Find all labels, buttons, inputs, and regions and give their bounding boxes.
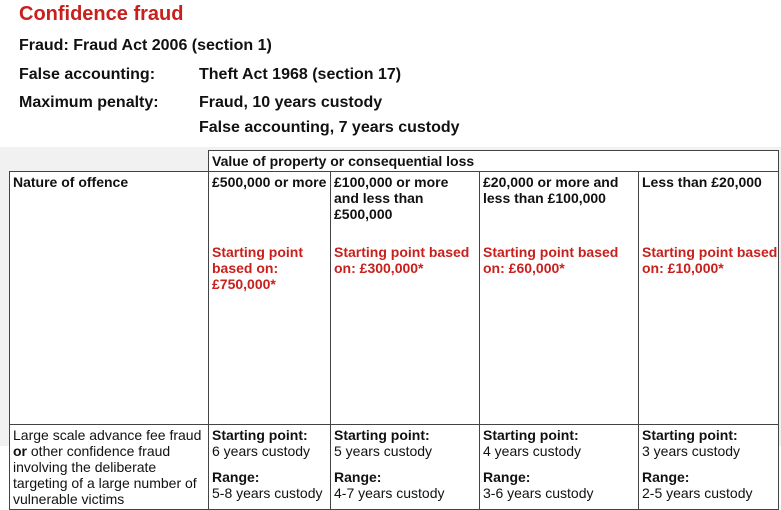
- starting-point-label: Starting point:: [334, 427, 430, 443]
- value-band: [480, 172, 639, 425]
- info-row-maximum-penalty-continued: [19, 119, 460, 137]
- table-cell: [209, 425, 331, 510]
- starting-point-label: Starting point:: [642, 427, 738, 443]
- band-starting-point: Starting point based on: £300,000*: [334, 244, 470, 276]
- starting-point-value: 3 years custody: [642, 443, 741, 459]
- value-band: [331, 172, 480, 425]
- range-value: 5-8 years custody: [212, 485, 323, 501]
- band-label: Less than £20,000: [642, 174, 762, 190]
- info-row-maximum-penalty: [19, 94, 382, 112]
- page-title: Confidence fraud: [19, 3, 184, 25]
- band-label: £500,000 or more: [212, 174, 327, 190]
- table-group-header-row: [10, 151, 779, 172]
- info-value: False accounting, 7 years custody: [199, 119, 460, 136]
- range-value: 2-5 years custody: [642, 485, 753, 501]
- sentencing-table: [9, 150, 779, 510]
- table-row: [10, 425, 779, 510]
- info-label: Maximum penalty:: [19, 94, 159, 111]
- info-label: False accounting:: [19, 66, 156, 83]
- table-corner: [10, 151, 209, 172]
- table-cell: [639, 425, 779, 510]
- starting-point-label: Starting point:: [212, 427, 308, 443]
- starting-point-label: Starting point:: [483, 427, 579, 443]
- table-cell: [331, 425, 480, 510]
- range-label: Range:: [212, 469, 260, 485]
- range-label: Range:: [642, 469, 690, 485]
- table-band-row: [10, 172, 779, 425]
- info-value: Fraud, 10 years custody: [199, 94, 383, 111]
- band-starting-point: Starting point based on: £750,000*: [212, 244, 303, 292]
- band-label: £100,000 or more and less than £500,000: [334, 174, 449, 222]
- info-row-fraud: [19, 37, 272, 55]
- band-starting-point: Starting point based on: £60,000*: [483, 244, 619, 276]
- row-header: Nature of offence: [10, 172, 209, 425]
- range-label: Range:: [483, 469, 531, 485]
- starting-point-value: 6 years custody: [212, 443, 311, 459]
- info-label: Fraud: Fraud Act 2006 (section 1): [19, 37, 272, 54]
- range-value: 3-6 years custody: [483, 485, 594, 501]
- value-band: [639, 172, 779, 425]
- group-header: Value of property or consequential loss: [209, 151, 779, 172]
- value-band: [209, 172, 331, 425]
- starting-point-value: 5 years custody: [334, 443, 433, 459]
- offence-description: Large scale advance fee fraud or other confidence fraud involving the deliberate targeting of a large number of vulnerable victims: [10, 425, 209, 510]
- band-label: £20,000 or more and less than £100,000: [483, 174, 619, 206]
- range-value: 4-7 years custody: [334, 485, 445, 501]
- table-cell: [480, 425, 639, 510]
- band-starting-point: Starting point based on: £10,000*: [642, 244, 778, 276]
- info-row-false-accounting: [19, 66, 401, 84]
- info-value: Theft Act 1968 (section 17): [199, 66, 402, 83]
- range-label: Range:: [334, 469, 382, 485]
- starting-point-value: 4 years custody: [483, 443, 582, 459]
